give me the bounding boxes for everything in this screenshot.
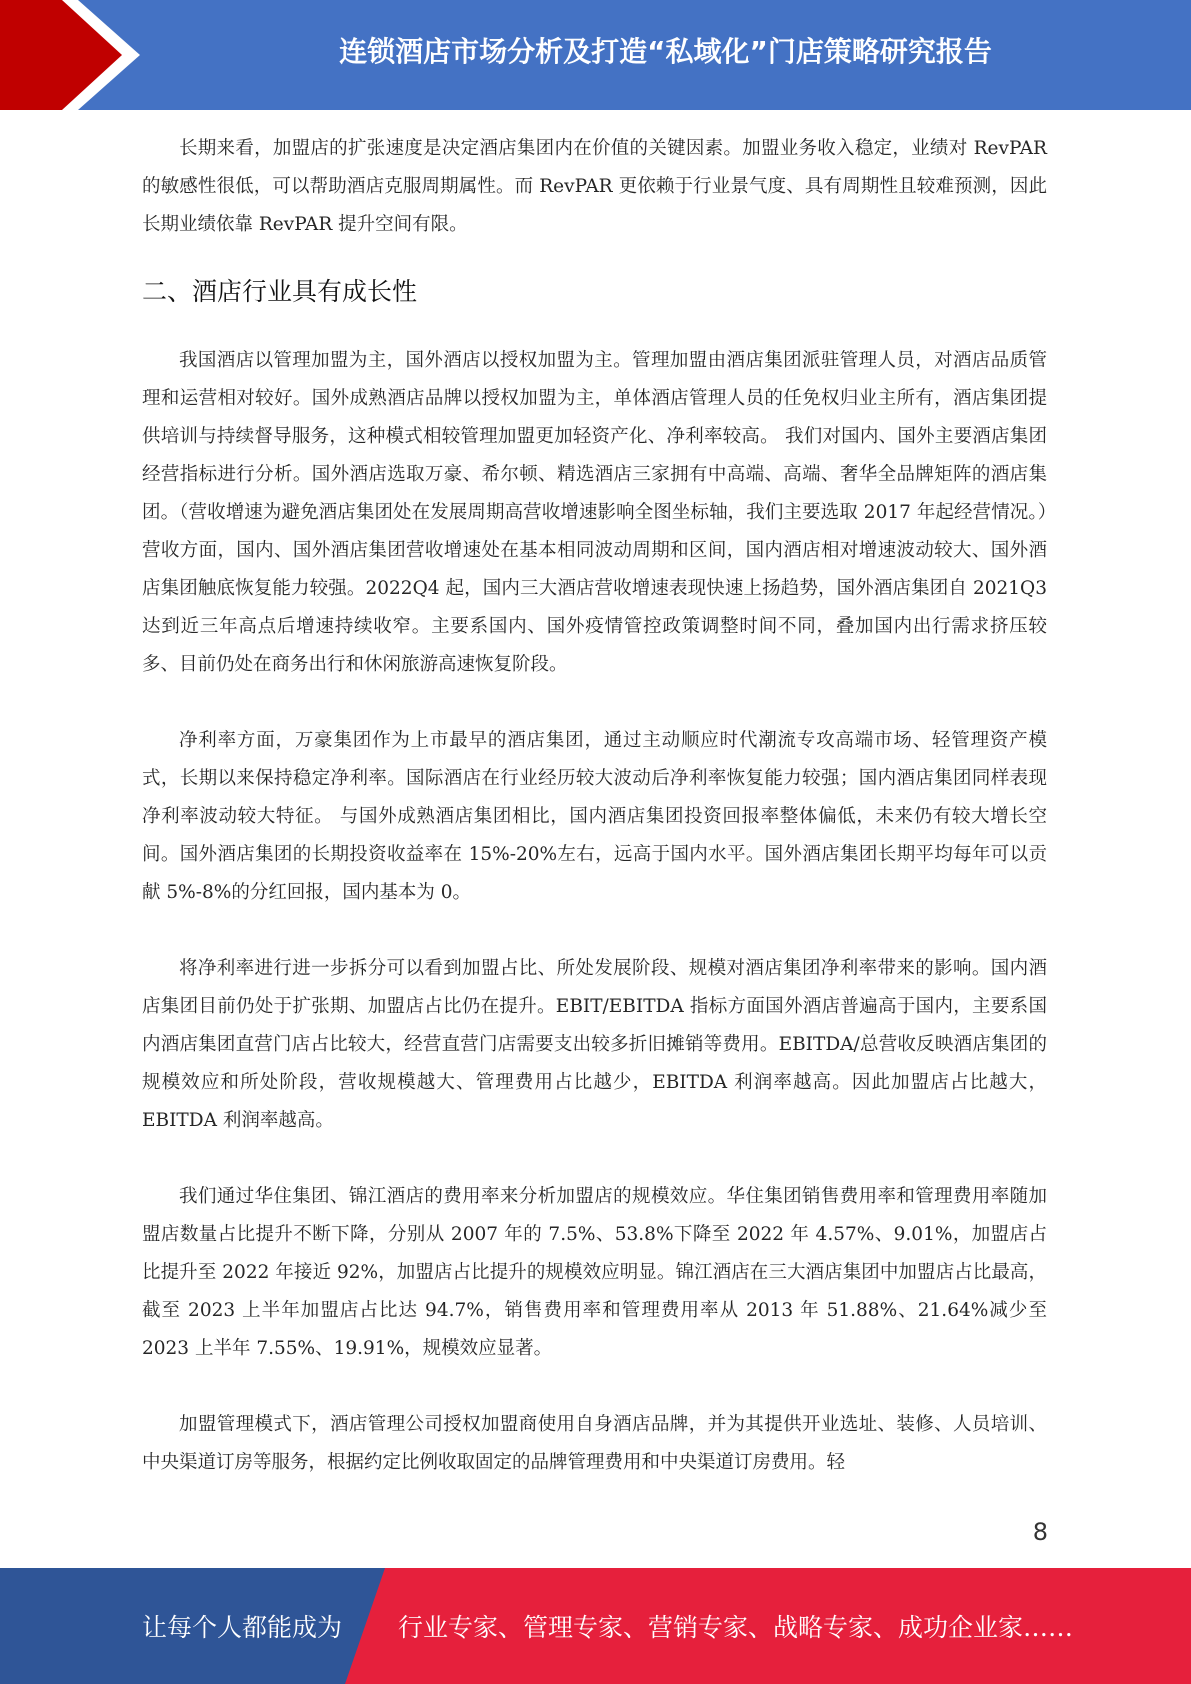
section-heading: 二、酒店行业具有成长性: [142, 277, 418, 306]
body-paragraph: 净利率方面，万豪集团作为上市最早的酒店集团，通过主动顺应时代潮流专攻高端市场、轻管理资产模式，长期以来保持稳定净利率。国际酒店在行业经历较大波动后净利率恢复能力较强；国内酒店集团同样表现净利率波动较大特征。 与国外成熟酒店集团相比，国内酒店集团投资回报率整体偏低，未来仍有较大增长空间。国外酒店集团的长期投资收益率在 15%-20%左右，远高于国内水平。国外酒店集团长期平均每年可以贡献 5%-8%的分红回报，国内基本为 0。: [142, 730, 1047, 903]
intro-paragraph: 长期来看，加盟店的扩张速度是决定酒店集团内在价值的关键因素。加盟业务收入稳定，业绩对 RevPAR 的敏感性很低，可以帮助酒店克服周期属性。而 RevPAR 更依赖于行业景气度、具有周期性且较难预测，因此长期业绩依靠 RevPAR 提升空间有限。: [142, 138, 1047, 235]
body-paragraph: 加盟管理模式下，酒店管理公司授权加盟商使用自身酒店品牌，并为其提供开业选址、装修、人员培训、中央渠道订房等服务，根据约定比例收取固定的品牌管理费用和中央渠道订房费用。轻: [142, 1414, 1047, 1473]
page-content: [142, 130, 1047, 1482]
page-number: 8: [1032, 1518, 1048, 1546]
footer-slogan-left: 让每个人都能成为: [142, 1613, 343, 1642]
body-paragraph: 我国酒店以管理加盟为主，国外酒店以授权加盟为主。管理加盟由酒店集团派驻管理人员，对酒店品质管理和运营相对较好。国外成熟酒店品牌以授权加盟为主，单体酒店管理人员的任免权归业主所有，酒店集团提供培训与持续督导服务，这种模式相较管理加盟更加轻资产化、净利率较高。 我们对国内、国外主要酒店集团经营指标进行分析。国外酒店选取万豪、希尔顿、精选酒店三家拥有中高端、高端、奢华全品牌矩阵的酒店集团。（营收增速为避免酒店集团处在发展周期高营收增速影响全图坐标轴，我们主要选取 2017 年起经营情况。）营收方面，国内、国外酒店集团营收增速处在基本相同波动周期和区间，国内酒店相对增速波动较大、国外酒店集团触底恢复能力较强。2022Q4 起，国内三大酒店营收增速表现快速上扬趋势，国外酒店集团自 2021Q3 达到近三年高点后增速持续收窄。主要系国内、国外疫情管控政策调整时间不同，叠加国内出行需求挤压较多、目前仍处在商务出行和休闲旅游高速恢复阶段。: [142, 350, 1047, 675]
red-chevron-icon: [0, 0, 150, 110]
report-title: 连锁酒店市场分析及打造“私域化”门店策略研究报告: [339, 35, 992, 68]
footer-slogan-right: 行业专家、管理专家、营销专家、战略专家、成功企业家……: [398, 1613, 1074, 1642]
body-paragraph: 我们通过华住集团、锦江酒店的费用率来分析加盟店的规模效应。华住集团销售费用率和管理费用率随加盟店数量占比提升不断下降，分别从 2007 年的 7.5%、53.8%下降至 2022 年 4.57%、9.01%，加盟店占比提升至 2022 年接近 92%，加盟店占比提升的规模效应明显。锦江酒店在三大酒店集团中加盟店占比最高，截至 2023 上半年加盟店占比达 94.7%，销售费用率和管理费用率从 2013 年 51.88%、21.64%减少至 2023 上半年 7.55%、19.91%，规模效应显著。: [142, 1186, 1047, 1359]
page-header: [0, 0, 1191, 110]
page-footer: [0, 1568, 1191, 1684]
body-paragraph: 将净利率进行进一步拆分可以看到加盟占比、所处发展阶段、规模对酒店集团净利率带来的影响。国内酒店集团目前仍处于扩张期、加盟店占比仍在提升。EBIT/EBITDA 指标方面国外酒店普遍高于国内，主要系国内酒店集团直营门店占比较大，经营直营门店需要支出较多折旧摊销等费用。EBITDA/总营收反映酒店集团的规模效应和所处阶段，营收规模越大、管理费用占比越少，EBITDA 利润率越高。因此加盟店占比越大，EBITDA 利润率越高。: [142, 958, 1047, 1131]
